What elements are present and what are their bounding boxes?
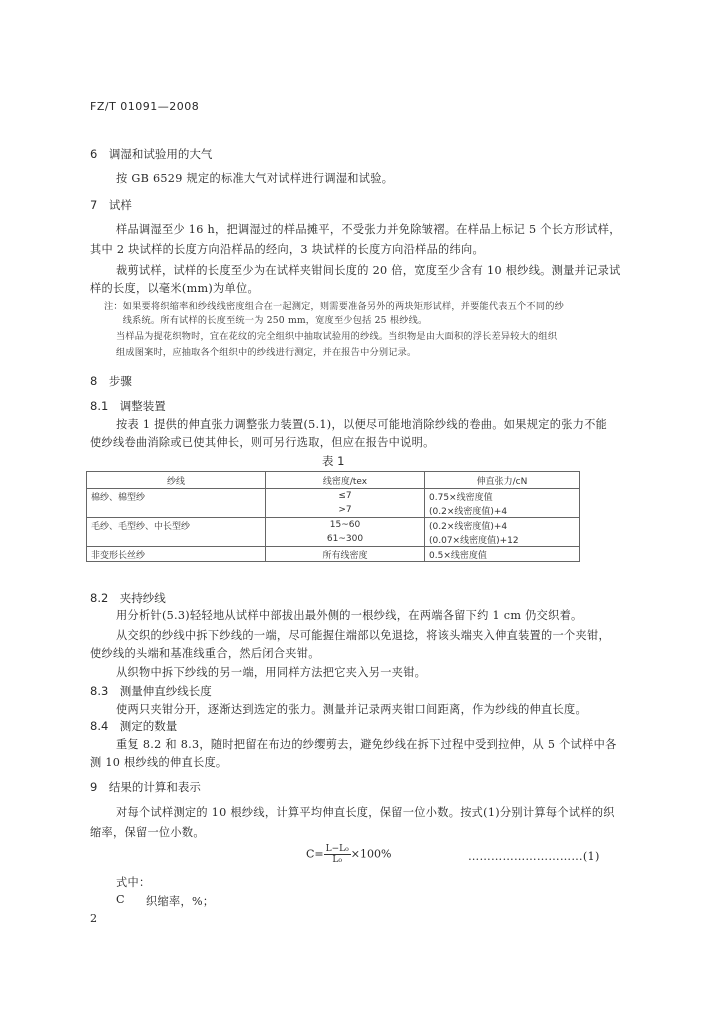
- section-6-paragraph: 按 GB 6529 规定的标准大气对试样进行调湿和试验。: [116, 172, 394, 185]
- formula-numerator: L−L₀: [325, 844, 349, 854]
- table-header-yarn: 纱线: [87, 472, 266, 489]
- section-7-note-1-line-2: 线系统。所有试样的长度至统一为 250 mm，宽度至少包括 25 根纱线。: [104, 315, 428, 326]
- formula-fraction: [324, 844, 351, 865]
- table-cell-yarn-type: [87, 503, 266, 518]
- table-cell-tension: 0.75×线密度值: [425, 489, 580, 504]
- variable-c-description: 织缩率，%；: [146, 895, 215, 908]
- section-8-1-paragraph-line-2: 使纱线卷曲消除或已使其伸长，则可另行选取，但应在报告中说明。: [90, 436, 435, 449]
- section-7-note-2-line-2: 组成图案时，应抽取各个组织中的纱线进行测定，并在报告中分别记录。: [116, 347, 417, 358]
- section-6-heading: 6 调湿和试验用的大气: [90, 147, 213, 161]
- formula-rhs: ×100%: [350, 847, 392, 861]
- section-8-heading: 8 步骤: [90, 374, 132, 388]
- section-8-1-heading: 8.1 调整装置: [90, 399, 166, 413]
- formula-denominator: L₀: [332, 855, 342, 865]
- section-7-paragraph-2-line-1: 裁剪试样，试样的长度至少为在试样夹钳间长度的 20 倍，宽度至少含有 10 根纱线。测量并记录试: [116, 264, 621, 277]
- section-8-2-paragraph-2-line-2: 使纱线的头端和基准线重合，然后闭合夹钳。: [90, 647, 320, 660]
- section-7-paragraph-2-line-2: 样的长度，以毫米(mm)为单位。: [90, 282, 259, 295]
- section-8-2-paragraph-2-line-1: 从交织的纱线中拆下纱线的一端，尽可能握住端部以免退捻，将该头端夹入伸直装置的一个夹钳，: [116, 629, 610, 642]
- table-cell-density: 所有线密度: [266, 547, 425, 562]
- table-cell-tension: (0.2×线密度值)+4: [425, 518, 580, 533]
- table-header-tension: 伸直张力/cN: [425, 472, 580, 489]
- section-8-2-paragraph-3: 从织物中拆下纱线的另一端，用同样方法把它夹入另一夹钳。: [116, 666, 427, 679]
- table-cell-density: 61~300: [266, 532, 425, 547]
- table-cell-density: >7: [266, 503, 425, 518]
- section-8-4-paragraph-line-1: 重复 8.2 和 8.3，随时把留在布边的纱缨剪去，避免纱线在拆下过程中受到拉伸，从 5 个试样中各: [116, 738, 617, 751]
- section-7-paragraph-1-line-2: 其中 2 块试样的长度方向沿样品的经向，3 块试样的长度方向沿样品的纬向。: [90, 243, 485, 256]
- section-7-paragraph-1-line-1: 样品调湿至少 16 h，把调湿过的样品摊平，不受张力并免除皱褶。在样品上标记 5 个长方形试样，: [116, 223, 621, 236]
- table-row: [87, 503, 580, 518]
- section-8-2-heading: 8.2 夹持纱线: [90, 591, 166, 605]
- table-row: [87, 518, 580, 533]
- section-8-2-paragraph-1: 用分析针(5.3)轻轻地从试样中部拔出最外侧的一根纱线，在两端各留下约 1 cm 仍交织着。: [116, 609, 583, 622]
- section-8-3-heading: 8.3 测量伸直纱线长度: [90, 684, 212, 698]
- table-cell-yarn-type: 毛纱、毛型纱、中长型纱: [87, 518, 266, 533]
- formula-lhs: C=: [306, 847, 324, 861]
- table-cell-tension: (0.2×线密度值)+4: [425, 503, 580, 518]
- section-8-4-paragraph-line-2: 测 10 根纱线的伸直长度。: [90, 756, 228, 769]
- table-1-title: 表 1: [322, 454, 345, 468]
- table-cell-yarn-type: [87, 532, 266, 547]
- table-cell-density: 15~60: [266, 518, 425, 533]
- section-7-heading: 7 试样: [90, 198, 132, 212]
- formula-where-label: 式中：: [116, 876, 151, 889]
- section-8-4-heading: 8.4 测定的数量: [90, 719, 178, 733]
- table-row: [87, 532, 580, 547]
- standard-number: FZ/T 01091—2008: [90, 100, 200, 113]
- section-9-heading: 9 结果的计算和表示: [90, 780, 201, 794]
- formula-1: [306, 844, 391, 865]
- table-cell-yarn-type: 非变形长丝纱: [87, 547, 266, 562]
- tension-table: [86, 471, 580, 562]
- table-cell-tension: (0.07×线密度值)+12: [425, 532, 580, 547]
- table-cell-density: ≤7: [266, 489, 425, 504]
- table-header-density: 线密度/tex: [266, 472, 425, 489]
- page-number: 2: [90, 912, 98, 925]
- section-7-note-2-line-1: 当样品为提花织物时，宜在花纹的完全组织中抽取试验用的纱线。当织物是由大面积的浮长差异较大的组织: [116, 331, 558, 342]
- section-9-paragraph-line-1: 对每个试样测定的 10 根纱线，计算平均伸直长度，保留一位小数。按式(1)分别计算每个试样的织: [116, 806, 615, 819]
- section-8-3-paragraph: 使两只夹钳分开，逐渐达到选定的张力。测量并记录两夹钳口间距离，作为纱线的伸直长度。: [116, 703, 587, 716]
- table-cell-yarn-type: 棉纱、棉型纱: [87, 489, 266, 504]
- table-row: [87, 489, 580, 504]
- variable-c-symbol: C: [116, 893, 125, 906]
- table-cell-tension: 0.5×线密度值: [425, 547, 580, 562]
- section-9-paragraph-line-2: 缩率，保留一位小数。: [90, 826, 205, 839]
- section-8-1-paragraph-line-1: 按表 1 提供的伸直张力调整张力装置(5.1)，以便尽可能地消除纱线的卷曲。如果规定的张力不能: [116, 418, 608, 431]
- section-7-note-1-line-1: 注：如果要将织缩率和纱线线密度组合在一起测定，则需要准备另外的两块矩形试样，并要能代表五个不同的纱: [104, 301, 564, 312]
- table-header-row: [87, 472, 580, 489]
- table-row: [87, 547, 580, 562]
- formula-reference: …………………………(1): [468, 850, 600, 863]
